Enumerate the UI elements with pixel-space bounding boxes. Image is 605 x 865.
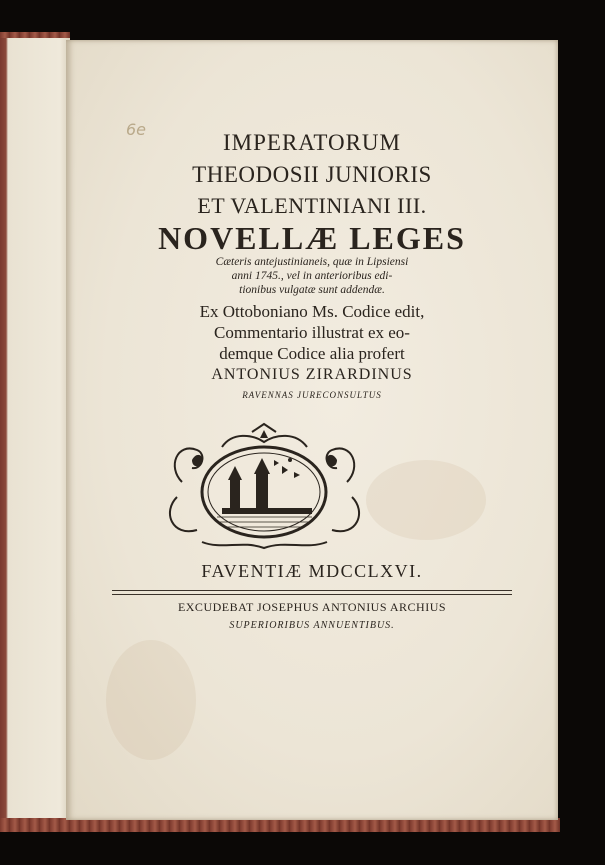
author-name: ANTONIUS ZIRARDINUS bbox=[211, 366, 413, 383]
paper-stain bbox=[366, 460, 486, 540]
edition-line-1: Ex Ottoboniano Ms. Codice edit, bbox=[199, 302, 425, 321]
title-line-1: IMPERATORUM bbox=[223, 130, 401, 155]
author-note: RAVENNAS JURECONSULTUS bbox=[242, 390, 382, 400]
subtitle-line-1: Cæteris antejustinianeis, quæ in Lipsiensi bbox=[215, 256, 409, 268]
title-line-2: THEODOSII JUNIORIS bbox=[192, 162, 432, 187]
subtitle-line-2: anni 1745., vel in anterioribus edi- bbox=[231, 270, 393, 282]
pencil-note: 6e bbox=[126, 120, 147, 139]
subtitle-line-3: tionibus vulgatæ sunt addendæ. bbox=[239, 284, 385, 296]
title-page bbox=[66, 40, 558, 820]
imprint-permission: SUPERIORIBUS ANNUENTIBUS. bbox=[229, 620, 395, 631]
adjacent-page-edge bbox=[0, 38, 70, 828]
edition-line-2: Commentario illustrat ex eo- bbox=[214, 323, 410, 342]
divider-rule bbox=[112, 594, 512, 595]
title-line-3: ET VALENTINIANI III. bbox=[197, 193, 427, 218]
imprint-place-year: FAVENTIÆ MDCCLXVI. bbox=[201, 561, 423, 581]
imprint-printer: EXCUDEBAT JOSEPHUS ANTONIUS ARCHIUS bbox=[177, 600, 447, 614]
divider-rule bbox=[112, 590, 512, 591]
paper-stain bbox=[106, 640, 196, 760]
printer-emblem-icon bbox=[162, 422, 367, 552]
edition-line-3: demque Codice alia profert bbox=[219, 344, 405, 363]
title-line-4: NOVELLÆ LEGES bbox=[158, 220, 466, 256]
binding-bottom-edge bbox=[0, 818, 560, 832]
